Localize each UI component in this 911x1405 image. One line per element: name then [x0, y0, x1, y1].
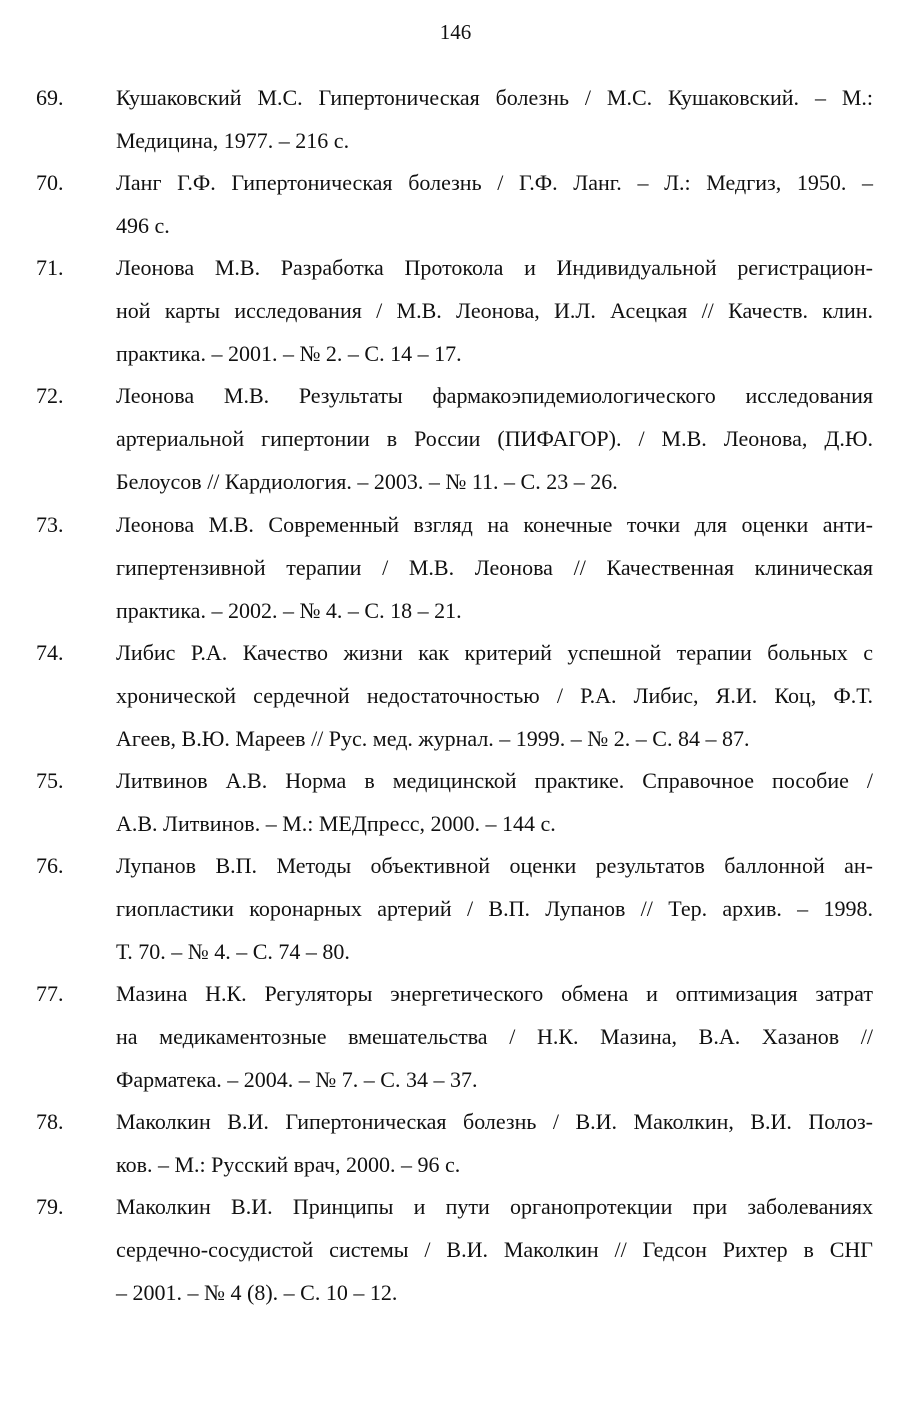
reference-text-line: Ланг Г.Ф. Гипертоническая болезнь / Г.Ф. Ланг. – Л.: Медгиз, 1950. – [116, 170, 873, 195]
reference-number: 69. [36, 85, 64, 110]
reference-text-line: гиопластики коронарных артерий / В.П. Лупанов // Тер. архив. – 1998. [116, 896, 873, 922]
reference-text-line: А.В. Литвинов. – М.: МЕДпресс, 2000. – 144 с. [116, 811, 556, 837]
reference-text-line: ной карты исследования / М.В. Леонова, И.Л. Асецкая // Качеств. клин. [116, 298, 873, 324]
reference-number: 72. [36, 383, 64, 408]
reference-text-line: сердечно-сосудистой системы / В.И. Маколкин // Гедсон Рихтер в СНГ [116, 1237, 873, 1263]
reference-text-line: артериальной гипертонии в России (ПИФАГОР). / М.В. Леонова, Д.Ю. [116, 426, 873, 452]
reference-text-line: – 2001. – № 4 (8). – С. 10 – 12. [116, 1280, 398, 1306]
reference-text-line: Агеев, В.Ю. Мареев // Рус. мед. журнал. – 1999. – № 2. – С. 84 – 87. [116, 726, 750, 752]
reference-text-line: Белоусов // Кардиология. – 2003. – № 11. – С. 23 – 26. [116, 469, 618, 495]
reference-text-line: Лупанов В.П. Методы объективной оценки результатов баллонной ан- [116, 853, 873, 878]
reference-text-line: на медикаментозные вмешательства / Н.К. Мазина, В.А. Хазанов // [116, 1024, 873, 1050]
reference-text-line: Кушаковский М.С. Гипертоническая болезнь / М.С. Кушаковский. – М.: [116, 85, 873, 110]
reference-number: 70. [36, 170, 64, 195]
reference-text-line: Литвинов А.В. Норма в медицинской практике. Справочное пособие / [116, 768, 873, 793]
reference-text-line: Леонова М.В. Современный взгляд на конечные точки для оценки анти- [116, 512, 873, 537]
reference-text-line: ков. – М.: Русский врач, 2000. – 96 с. [116, 1152, 461, 1178]
reference-text-line: Т. 70. – № 4. – С. 74 – 80. [116, 939, 350, 965]
reference-text-line: практика. – 2001. – № 2. – С. 14 – 17. [116, 341, 462, 367]
reference-text-line: Медицина, 1977. – 216 с. [116, 128, 350, 154]
reference-number: 71. [36, 255, 64, 280]
reference-number: 77. [36, 981, 64, 1006]
reference-text-line: Фарматека. – 2004. – № 7. – С. 34 – 37. [116, 1067, 478, 1093]
reference-text-line: хронической сердечной недостаточностью / Р.А. Либис, Я.И. Коц, Ф.Т. [116, 683, 873, 709]
reference-number: 75. [36, 768, 64, 793]
reference-number: 78. [36, 1109, 64, 1134]
page-number: 146 [439, 20, 472, 44]
reference-text-line: Леонова М.В. Разработка Протокола и Индивидуальной регистрацион- [116, 255, 873, 280]
reference-text-line: Маколкин В.И. Принципы и пути органопротекции при заболеваниях [116, 1194, 873, 1219]
reference-text-line: Маколкин В.И. Гипертоническая болезнь / В.И. Маколкин, В.И. Полоз- [116, 1109, 873, 1134]
reference-text-line: практика. – 2002. – № 4. – С. 18 – 21. [116, 598, 462, 624]
reference-text-line: 496 с. [116, 213, 170, 239]
reference-number: 73. [36, 512, 64, 537]
reference-number: 76. [36, 853, 64, 878]
reference-text-line: Леонова М.В. Результаты фармакоэпидемиологического исследования [116, 383, 873, 408]
reference-number: 74. [36, 640, 64, 665]
reference-text-line: Либис Р.А. Качество жизни как критерий успешной терапии больных с [116, 640, 873, 665]
reference-number: 79. [36, 1194, 64, 1219]
reference-text-line: Мазина Н.К. Регуляторы энергетического обмена и оптимизация затрат [116, 981, 873, 1006]
reference-text-line: гипертензивной терапии / М.В. Леонова // Качественная клиническая [116, 555, 873, 581]
